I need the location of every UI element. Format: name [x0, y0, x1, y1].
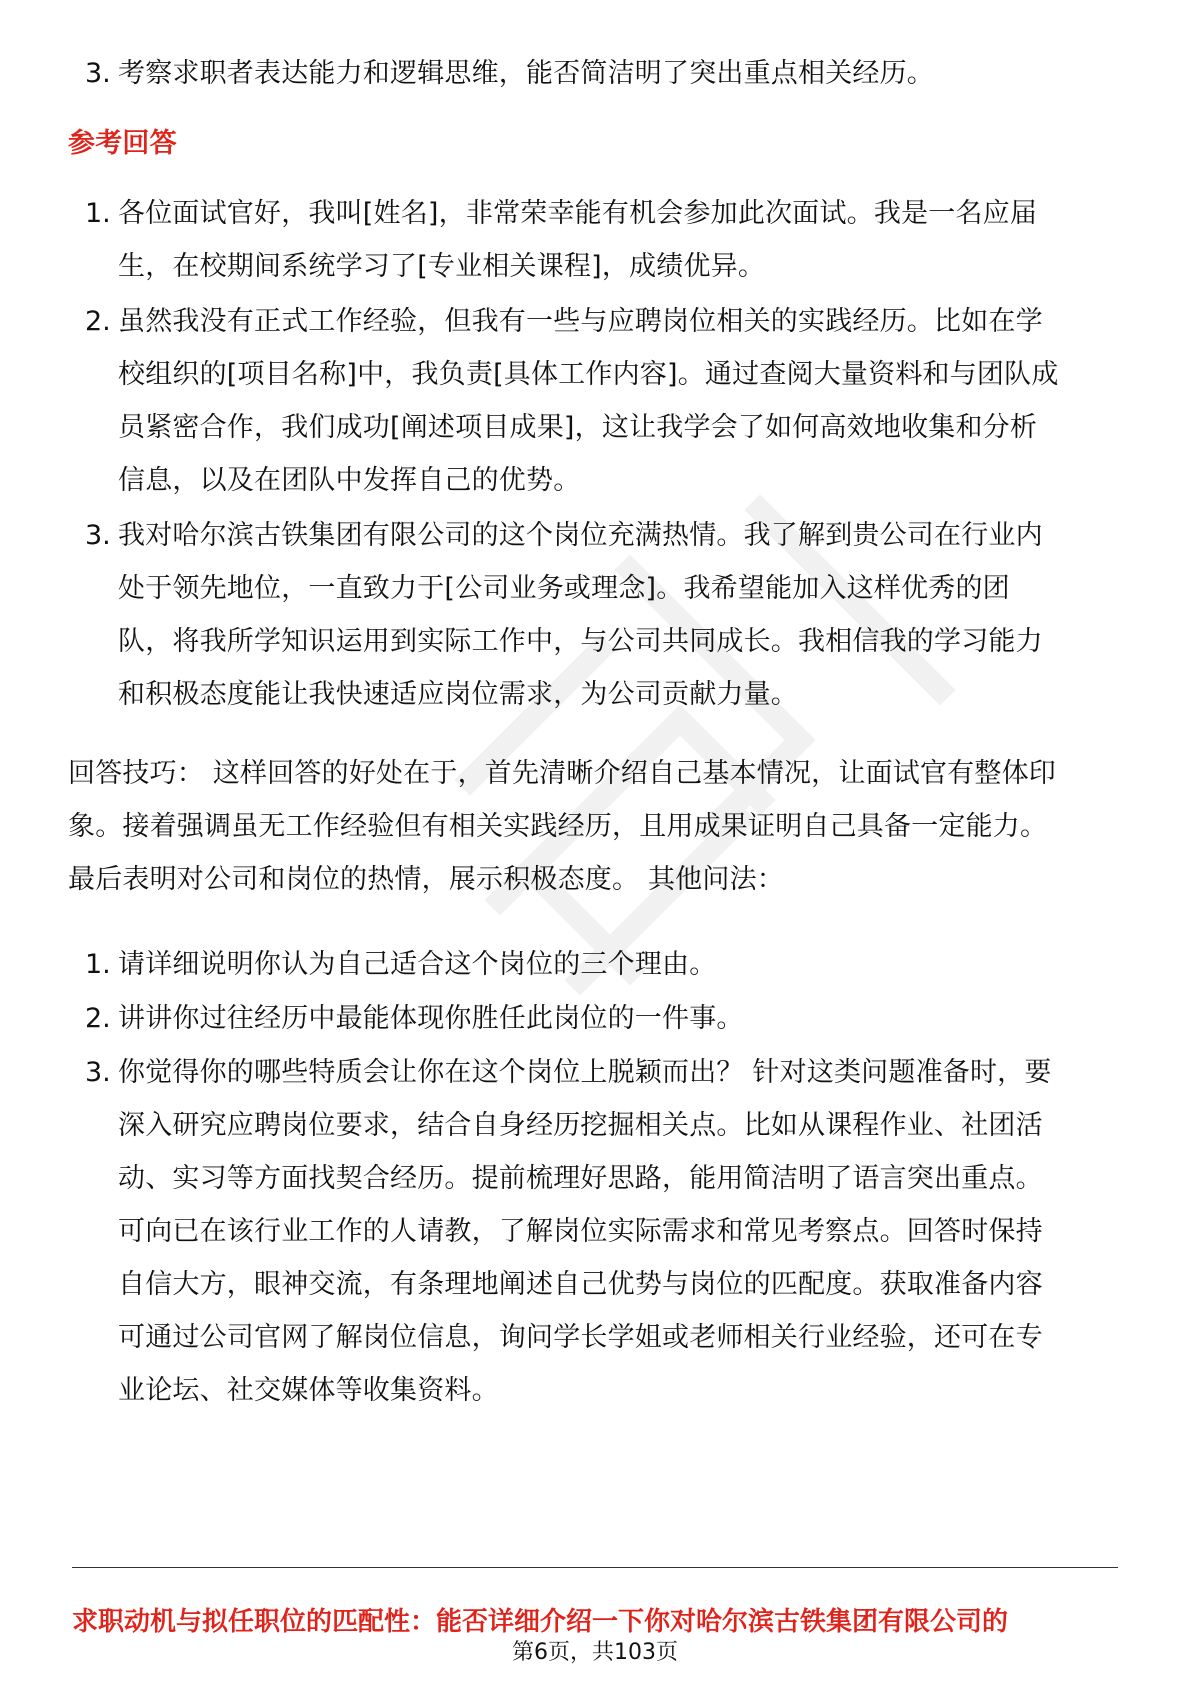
- tips-line: 象。接着强调虽无工作经验但有相关实践经历，且用成果证明自己具备一定能力。: [68, 811, 1048, 842]
- other-item-number: 3.: [85, 1057, 111, 1088]
- other-item-line: 可向已在该行业工作的人请教，了解岗位实际需求和常见考察点。回答时保持: [118, 1216, 1043, 1247]
- tips-line: 最后表明对公司和岗位的热情，展示积极态度。 其他问法：: [68, 864, 784, 895]
- answer-item-number: 2.: [85, 306, 111, 337]
- other-item-number: 2.: [85, 1003, 111, 1034]
- other-item-line: 讲讲你过往经历中最能体现你胜任此岗位的一件事。: [118, 1003, 744, 1034]
- answer-item-line: 员紧密合作，我们成功[阐述项目成果]，这让我学会了如何高效地收集和分析: [118, 412, 1038, 443]
- answer-item-line: 我对哈尔滨古铁集团有限公司的这个岗位充满热情。我了解到贵公司在行业内: [118, 520, 1043, 551]
- answer-item-line: 和积极态度能让我快速适应岗位需求，为公司贡献力量。: [118, 679, 798, 710]
- answer-item-number: 3.: [85, 520, 111, 551]
- next-question-title: 求职动机与拟任职位的匹配性：能否详细介绍一下你对哈尔滨古铁集团有限公司的: [72, 1607, 1009, 1637]
- answer-item-line: 生，在校期间系统学习了[专业相关课程]，成绩优异。: [118, 251, 766, 282]
- reference-heading: 参考回答: [68, 128, 177, 159]
- other-item-line: 可通过公司官网了解岗位信息，询问学长学姐或老师相关行业经验，还可在专: [118, 1322, 1043, 1353]
- answer-item-line: 队，将我所学知识运用到实际工作中，与公司共同成长。我相信我的学习能力: [118, 626, 1043, 657]
- footer-divider: [72, 1567, 1118, 1568]
- page-number: 第6页，共103页: [512, 1640, 678, 1665]
- other-item-number: 1.: [85, 949, 111, 980]
- other-item-line: 自信大方，眼神交流，有条理地阐述自己优势与岗位的匹配度。获取准备内容: [118, 1269, 1043, 1300]
- answer-item-line: 处于领先地位，一直致力于[公司业务或理念]。我希望能加入这样优秀的团: [118, 573, 1010, 604]
- answer-item-line: 校组织的[项目名称]中，我负责[具体工作内容]。通过查阅大量资料和与团队成: [118, 359, 1059, 390]
- other-item-line: 动、实习等方面找契合经历。提前梳理好思路，能用简洁明了语言突出重点。: [118, 1163, 1043, 1194]
- tips-line: 回答技巧： 这样回答的好处在于，首先清晰介绍自己基本情况，让面试官有整体印: [68, 758, 1056, 789]
- other-item-line: 你觉得你的哪些特质会让你在这个岗位上脱颖而出？ 针对这类问题准备时，要: [118, 1057, 1052, 1088]
- other-item-line: 请详细说明你认为自己适合这个岗位的三个理由。: [118, 949, 717, 980]
- answer-item-number: 1.: [85, 198, 111, 229]
- intro-item-number: 3.: [85, 58, 111, 89]
- other-item-line: 业论坛、社交媒体等收集资料。: [118, 1375, 499, 1406]
- other-item-line: 深入研究应聘岗位要求，结合自身经历挖掘相关点。比如从课程作业、社团活: [118, 1110, 1043, 1141]
- answer-item-line: 虽然我没有正式工作经验，但我有一些与应聘岗位相关的实践经历。比如在学: [118, 306, 1043, 337]
- intro-item-text: 考察求职者表达能力和逻辑思维，能否简洁明了突出重点相关经历。: [118, 58, 934, 89]
- answer-item-line: 信息，以及在团队中发挥自己的优势。: [118, 465, 581, 496]
- answer-item-line: 各位面试官好，我叫[姓名]，非常荣幸能有机会参加此次面试。我是一名应届: [118, 198, 1038, 229]
